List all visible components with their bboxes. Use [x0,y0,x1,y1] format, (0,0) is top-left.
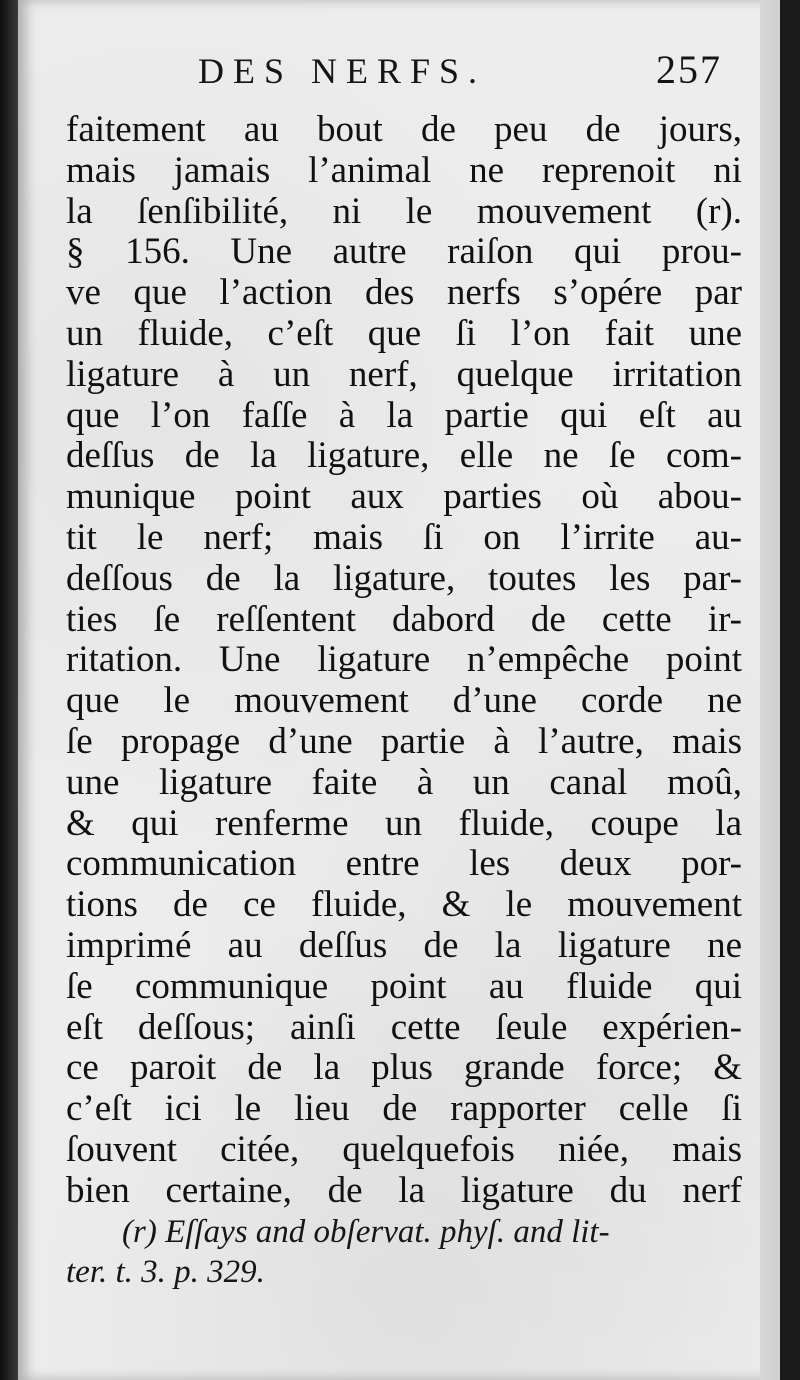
text-line: deſſous de la ligature, toutes les par- [66,558,742,599]
text-line: ties ſe reſſentent dabord de cette ir- [66,599,742,640]
text-line: ſe communique point au fluide qui [66,966,742,1007]
text-line: munique point aux parties où abou- [66,477,742,518]
text-line: ſouvent citée, quelquefois niée, mais [66,1129,742,1170]
text-line: faitement au bout de peu de jours, [66,110,742,150]
page-right-margin [760,0,780,1380]
running-head: DES NERFS. [198,51,487,91]
text-line: & qui renferme un fluide, coupe la [66,803,742,844]
footnote-line: ter. t. 3. p. 329. [66,1254,265,1290]
body-text [66,110,742,1212]
text-line: une ligature faite à un canal moû, [66,762,742,803]
text-line: deſſus de la ligature, elle ne ſe com- [66,436,742,477]
text-line: ve que l’action des nerfs s’opére par [66,273,742,314]
text-line: bien certaine, de la ligature du nerf [66,1170,742,1211]
text-line: tit le nerf; mais ſi on l’irrite au- [66,517,742,558]
text-line: tions de ce fluide, & le mouvement [66,885,742,926]
text-line: ce paroit de la plus grande force; & [66,1048,742,1089]
text-line: eſt deſſous; ainſi cette ſeule expérien- [66,1007,742,1048]
text-line: que le mouvement d’une corde ne [66,681,742,722]
text-line: ligature à un nerf, quelque irritation [66,354,742,395]
text-line: imprimé au deſſus de la ligature ne [66,925,742,966]
book-page [18,0,780,1380]
text-line: c’eſt ici le lieu de rapporter celle ſi [66,1089,742,1130]
text-line: mais jamais l’animal ne reprenoit ni [66,150,742,191]
text-line: la ſenſibilité, ni le mouvement (r). [66,191,742,232]
footnote [66,1212,742,1292]
text-line: que l’on faſſe à la partie qui eſt au [66,395,742,436]
scan-left-edge [0,0,18,1380]
text-line: un fluide, c’eſt que ſi l’on fait une [66,313,742,354]
text-line: communication entre les deux por- [66,844,742,885]
page-header [18,47,780,100]
page-number: 257 [656,47,722,92]
text-line: ritation. Une ligature n’empêche point [66,640,742,681]
text-line: § 156. Une autre raiſon qui prou- [66,232,742,273]
text-line: ſe propage d’une partie à l’autre, mais [66,721,742,762]
footnote-line: (r) Eſſays and obſervat. phyſ. and lit- [122,1214,610,1250]
